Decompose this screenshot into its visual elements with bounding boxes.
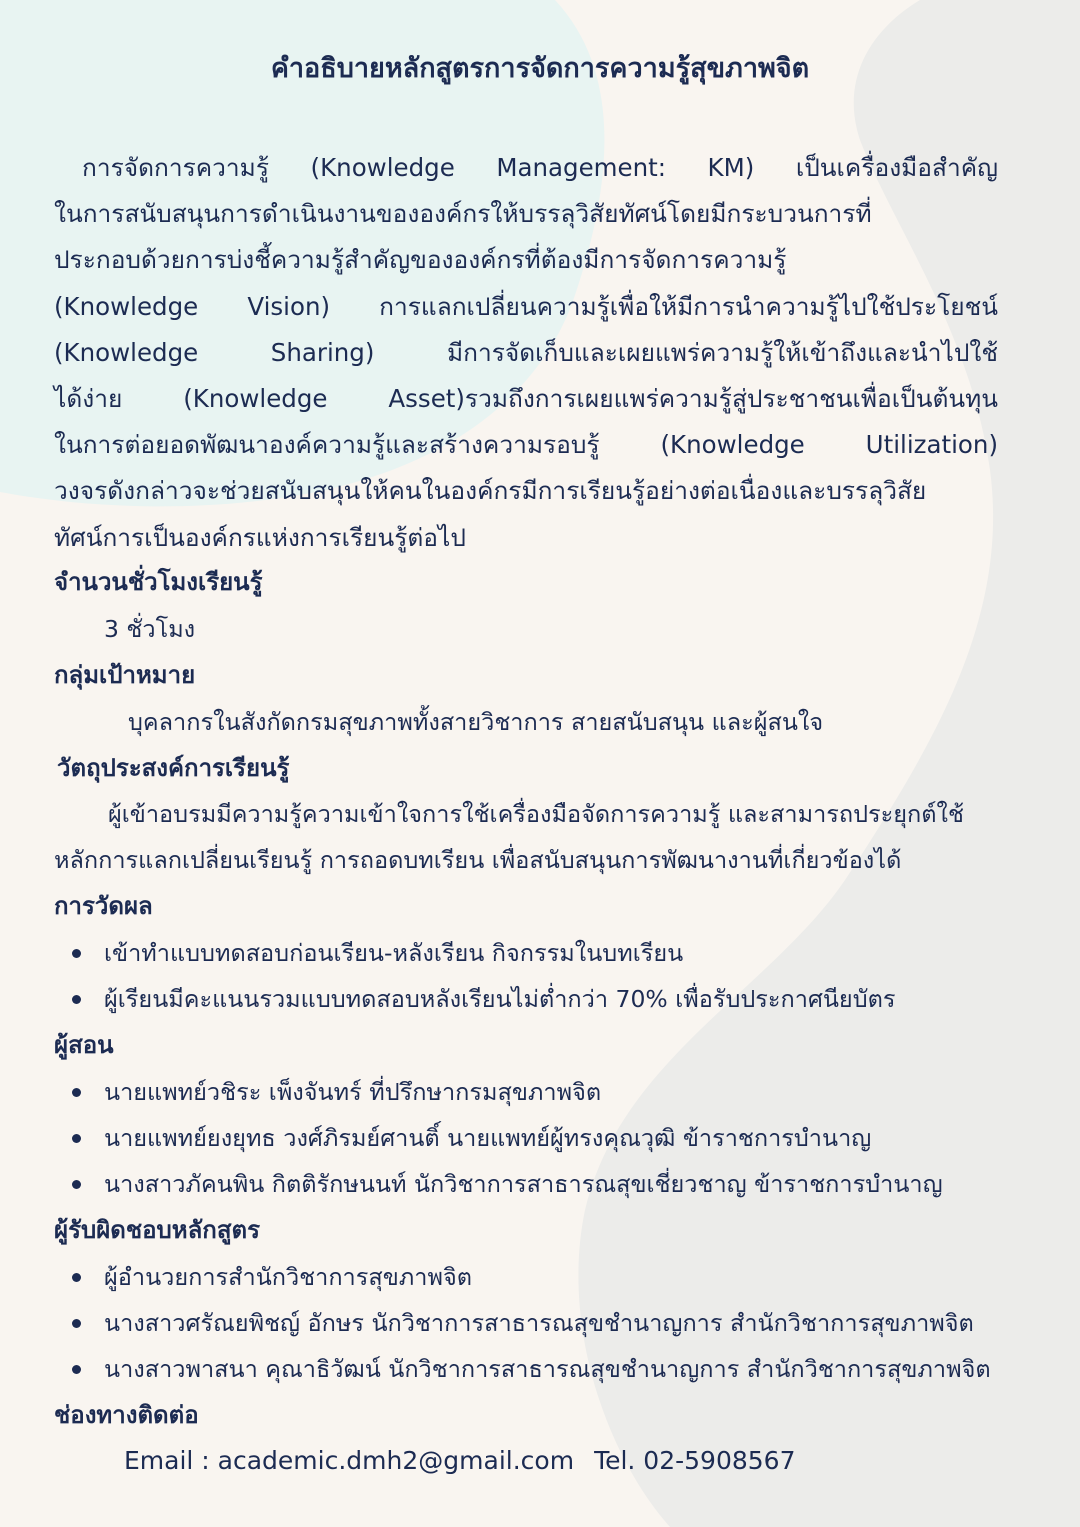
bullet-icon (72, 1273, 81, 1282)
list-item-text: เข้าทำแบบทดสอบก่อนเรียน-หลังเรียน กิจกรรมในบทเรียน (104, 939, 684, 967)
evaluation-list (54, 936, 1034, 1028)
list-item (54, 1167, 1034, 1213)
bullet-icon (72, 1134, 81, 1143)
intro-line: ในการสนับสนุนการดำเนินงานขององค์กรให้บรรลุวิสัยทัศน์โดยมีกระบวนการที่ (54, 199, 872, 229)
objective-line: หลักการแลกเปลี่ยนเรียนรู้ การถอดบทเรียน เพื่อสนับสนุนการพัฒนางานที่เกี่ยวข้องได้ (54, 846, 902, 874)
hours-value: 3 ชั่วโมง (104, 615, 196, 643)
objective-line: ผู้เข้าอบรมมีความรู้ความเข้าใจการใช้เครื่องมือจัดการความรู้ และสามารถประยุกต์ใช้ (108, 800, 964, 828)
list-item (54, 1306, 1034, 1352)
bullet-icon (72, 995, 81, 1004)
contact-phone[interactable]: Tel. 02-5908567 (594, 1446, 796, 1475)
intro-line: วงจรดังกล่าวจะช่วยสนับสนุนให้คนในองค์กรมีการเรียนรู้อย่างต่อเนื่องและบรรลุวิสัย (54, 476, 927, 506)
objective-heading: วัตถุประสงค์การเรียนรู้ (57, 754, 290, 782)
list-item-text: นางสาวภัคนพิน กิตติรักษนนท์ นักวิชาการสาธารณสุขเชี่ยวชาญ ข้าราชการบำนาญ (104, 1170, 943, 1198)
responsible-list (54, 1260, 1034, 1398)
list-item-text: ผู้เรียนมีคะแนนรวมแบบทดสอบหลังเรียนไม่ต่ำกว่า 70% เพื่อรับประกาศนียบัตร (104, 985, 896, 1013)
intro-line: ประกอบด้วยการบ่งชี้ความรู้สำคัญขององค์กรที่ต้องมีการจัดการความรู้ (54, 245, 787, 275)
intro-line: (Knowledge Sharing) มีการจัดเก็บและเผยแพร่ความรู้ให้เข้าถึงและนำไปใช้ (54, 337, 998, 367)
list-item-text: นายแพทย์วชิระ เพ็งจันทร์ ที่ปรึกษากรมสุขภาพจิต (104, 1078, 602, 1106)
instructors-heading: ผู้สอน (54, 1031, 114, 1059)
bullet-icon (72, 1180, 81, 1189)
intro-line: ได้ง่าย (Knowledge Asset)รวมถึงการเผยแพร่ความรู้สู่ประชาชนเพื่อเป็นต้นทุน (54, 384, 998, 414)
intro-line: ในการต่อยอดพัฒนาองค์ความรู้และสร้างความรอบรู้ (Knowledge Utilization) (54, 430, 998, 460)
list-item (54, 1352, 1034, 1398)
responsible-heading: ผู้รับผิดชอบหลักสูตร (54, 1216, 260, 1244)
contact-heading: ช่องทางติดต่อ (54, 1401, 199, 1429)
bullet-icon (72, 949, 81, 958)
target-heading: กลุ่มเป้าหมาย (54, 661, 196, 689)
contact-info (124, 1443, 795, 1479)
intro-line: การจัดการความรู้ (Knowledge Management: KM) เป็นเครื่องมือสำคัญ (82, 153, 998, 182)
target-text: บุคลากรในสังกัดกรมสุขภาพทั้งสายวิชาการ สายสนับสนุน และผู้สนใจ (128, 708, 824, 736)
intro-line: ทัศน์การเป็นองค์กรแห่งการเรียนรู้ต่อไป (54, 522, 466, 552)
page-title: คำอธิบายหลักสูตรการจัดการความรู้สุขภาพจิต (270, 53, 810, 84)
list-item (54, 936, 1034, 982)
list-item (54, 1260, 1034, 1306)
bullet-icon (72, 1319, 81, 1328)
intro-paragraph (54, 145, 998, 561)
contact-email[interactable]: Email : academic.dmh2@gmail.com (124, 1446, 575, 1475)
list-item-text: นายแพทย์ยงยุทธ วงศ์ภิรมย์ศานติ์ นายแพทย์ผู้ทรงคุณวุฒิ ข้าราชการบำนาญ (104, 1124, 872, 1152)
evaluation-heading: การวัดผล (54, 892, 153, 920)
list-item (54, 982, 1034, 1028)
list-item-text: ผู้อำนวยการสำนักวิชาการสุขภาพจิต (104, 1263, 472, 1291)
hours-heading: จำนวนชั่วโมงเรียนรู้ (54, 568, 263, 596)
bullet-icon (72, 1365, 81, 1374)
list-item (54, 1075, 1034, 1121)
bullet-icon (72, 1088, 81, 1097)
list-item (54, 1121, 1034, 1167)
list-item-text: นางสาวศรัณยพิชญ์ อักษร นักวิชาการสาธารณสุขชำนาญการ สำนักวิชาการสุขภาพจิต (104, 1309, 974, 1337)
intro-line: (Knowledge Vision) การแลกเปลี่ยนความรู้เพื่อให้มีการนำความรู้ไปใช้ประโยชน์ (54, 291, 998, 321)
instructors-list (54, 1075, 1034, 1213)
list-item-text: นางสาวพาสนา คุณาธิวัฒน์ นักวิชาการสาธารณสุขชำนาญการ สำนักวิชาการสุขภาพจิต (104, 1355, 991, 1383)
